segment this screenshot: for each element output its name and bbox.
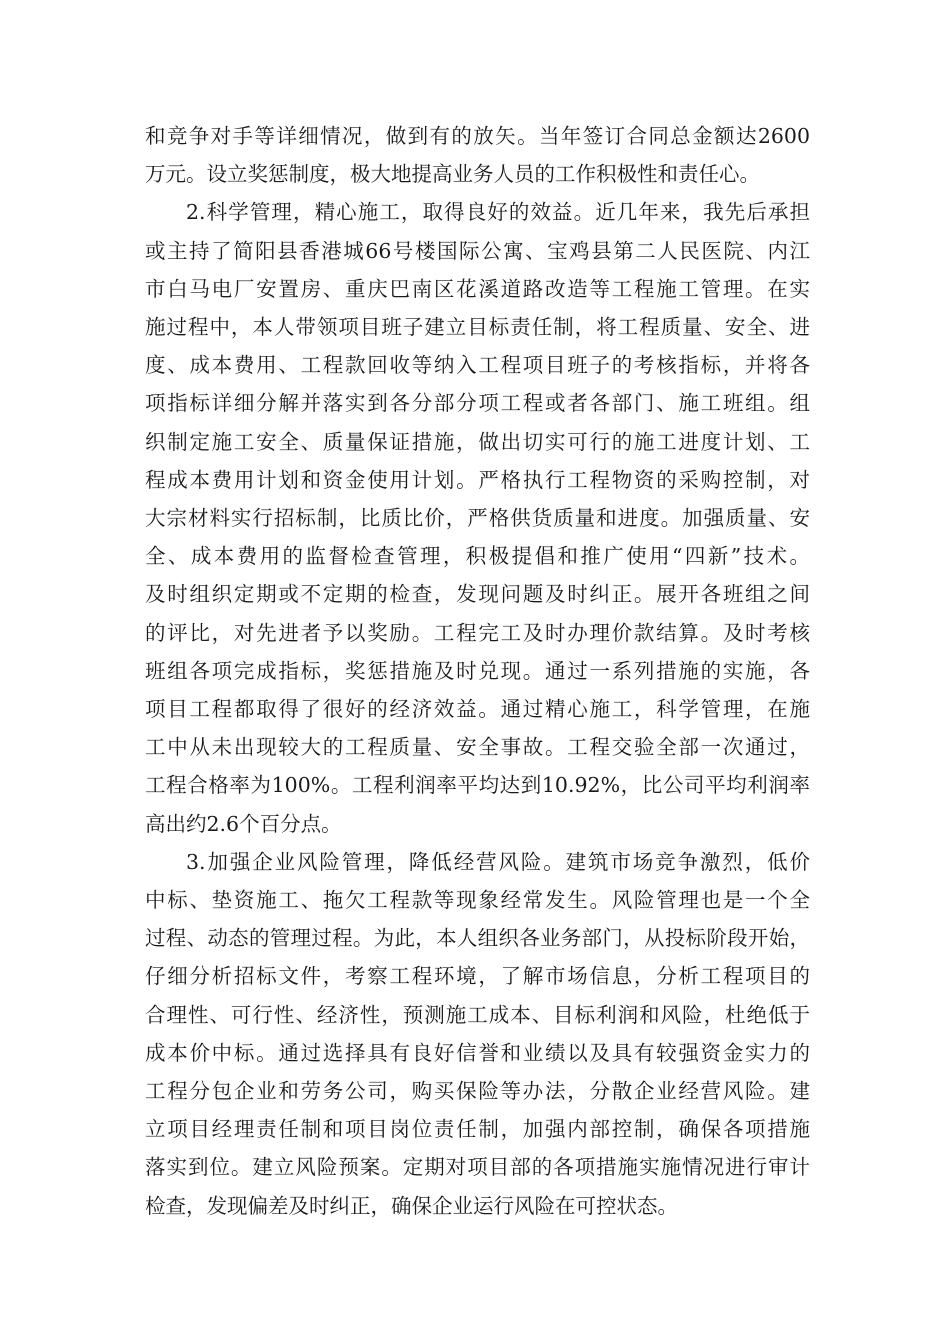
text-line: 班组各项完成指标，奖惩措施及时兑现。通过一系列措施的实施，各 [145, 658, 810, 683]
text-line: 和竞争对手等详细情况，做到有的放矢。当年签订合同总金额达2600 [145, 124, 810, 148]
text-line: 工程分包企业和劳务公司，购买保险等办法，分散企业经营风险。建 [145, 1079, 810, 1104]
text-line: 成本价中标。通过选择具有良好信誉和业绩以及具有较强资金实力的 [145, 1040, 810, 1065]
text-line: 落实到位。建立风险预案。定期对项目部的各项措施实施情况进行审计 [145, 1155, 810, 1180]
text-line: 程成本费用计划和资金使用计划。严格执行工程物资的采购控制，对 [145, 467, 810, 492]
text-line: 工程合格率为100%。工程利润率平均达到10.92%，比公司平均利润率 [145, 773, 810, 798]
text-line: 或主持了简阳县香港城66号楼国际公寓、宝鸡县第二人民医院、内江 [145, 238, 810, 263]
text-line: 2.科学管理，精心施工，取得良好的效益。近几年来，我先后承担 [186, 200, 810, 225]
text-line: 的评比，对先进者予以奖励。工程完工及时办理价款结算。及时考核 [145, 620, 810, 645]
text-line: 仔细分析招标文件，考察工程环境，了解市场信息，分析工程项目的 [145, 964, 810, 989]
text-line: 施过程中，本人带领项目班子建立目标责任制，将工程质量、安全、进 [145, 315, 810, 340]
text-line: 全、成本费用的监督检查管理，积极提倡和推广使用“四新”技术。 [145, 544, 810, 569]
text-line: 高出约2.6个百分点。 [145, 811, 342, 836]
text-line: 3.加强企业风险管理，降低经营风险。建筑市场竞争激烈，低价 [186, 849, 810, 874]
text-line: 万元。设立奖惩制度，极大地提高业务人员的工作积极性和责任心。 [145, 162, 760, 187]
text-line: 工中从未出现较大的工程质量、安全事故。工程交验全部一次通过， [145, 735, 810, 760]
text-line: 项目工程都取得了很好的经济效益。通过精心施工，科学管理，在施 [145, 697, 810, 722]
text-line: 合理性、可行性、经济性，预测施工成本、目标利润和风险，杜绝低于 [145, 1002, 810, 1027]
text-line: 度、成本费用、工程款回收等纳入工程项目班子的考核指标，并将各 [145, 353, 810, 378]
text-line: 项指标详细分解并落实到各分部分项工程或者各部门、施工班组。组 [145, 391, 810, 416]
text-line: 检查，发现偏差及时纠正，确保企业运行风险在可控状态。 [145, 1193, 678, 1218]
text-line: 市白马电厂安置房、重庆巴南区花溪道路改造等工程施工管理。在实 [145, 276, 810, 301]
text-line: 织制定施工安全、质量保证措施，做出切实可行的施工进度计划、工 [145, 429, 810, 454]
text-line: 过程、动态的管理过程。为此，本人组织各业务部门，从投标阶段开始， [145, 926, 810, 951]
text-line: 中标、垫资施工、拖欠工程款等现象经常发生。风险管理也是一个全 [145, 888, 810, 913]
document-body [145, 117, 810, 1225]
text-line: 及时组织定期或不定期的检查，发现问题及时纠正。展开各班组之间 [145, 582, 810, 607]
text-line: 大宗材料实行招标制，比质比价，严格供货质量和进度。加强质量、安 [145, 506, 810, 531]
text-line: 立项目经理责任制和项目岗位责任制，加强内部控制，确保各项措施 [145, 1117, 810, 1142]
